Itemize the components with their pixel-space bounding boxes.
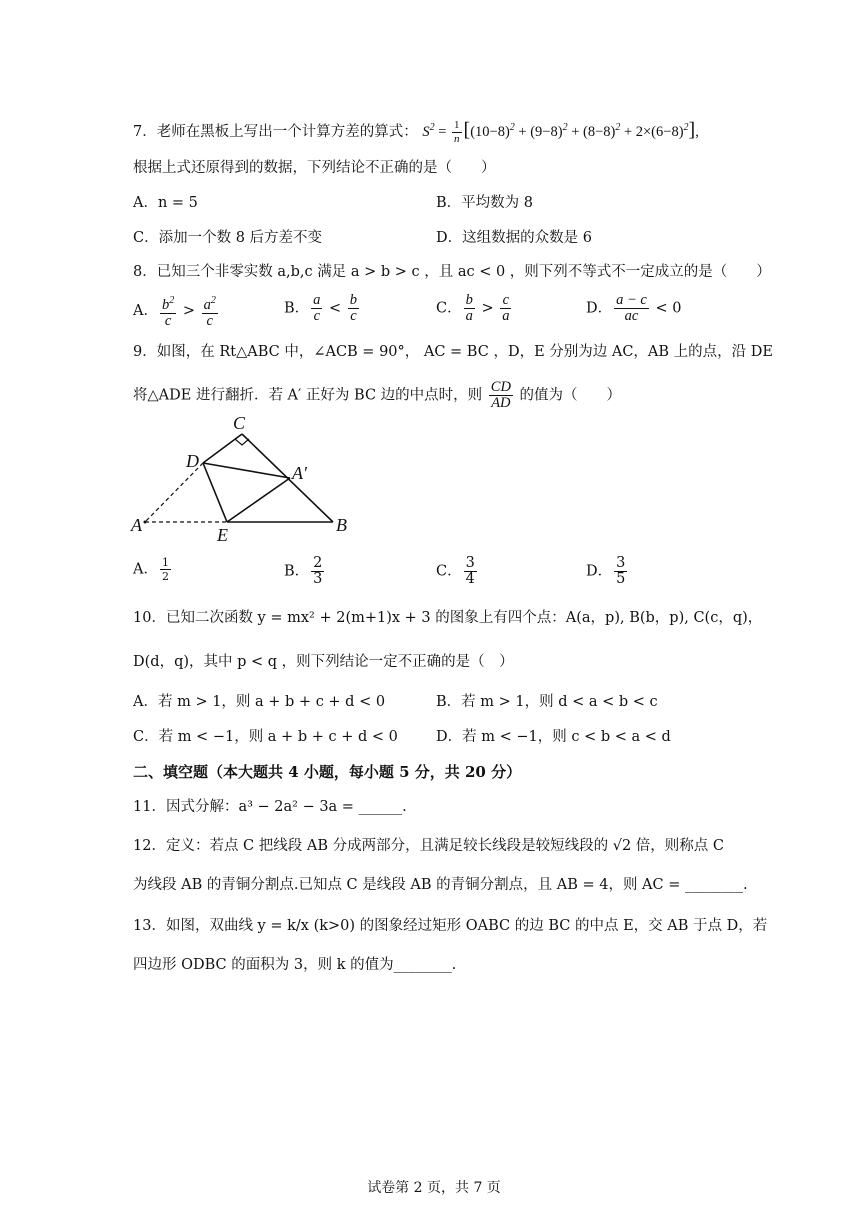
page-footer: 试卷第 2 页，共 7 页 [367,1180,501,1196]
q7-formula-render: $S^2$ = $\frac{1}{n}$ $[(10-8)^2 + (9-8)^2 + (8-8)^2 + 2\times(6-8)^2]$, [422,119,699,146]
q9-line2-text: 将△ADE 进行翻折．若 A′ 正好为 BC 边的中点时，则 [133,387,483,404]
q7-stem-text: 7．老师在黑板上写出一个计算方差的算式： [133,124,418,140]
q9-option-d: D． $\frac{3}{5}$ [586,555,626,587]
q10-option-a: A．若 m > 1，则 a + b + c + d < 0 [133,694,386,710]
q12-line1: 12．定义：若点 C 把线段 AB 分成两部分，且满足较长线段是较短线段的 √2 倍，则称点 C [133,838,724,854]
section-2-heading: 二、填空题（本大题共 4 小题，每小题 5 分，共 20 分） [133,763,522,781]
q8-option-a: A． $\frac{b^2}{c}$ > $\frac{a^2}{c}$ [133,295,216,329]
q9-label-e: E [217,525,228,545]
q7-option-b: B．平均数为 8 [436,195,533,211]
q11-stem: 11．因式分解：a³ − 2a² − 3a = ______. [133,799,407,815]
q7-option-a: A．n = 5 [133,195,198,211]
q9-line2 [133,380,621,411]
q10-option-d: D．若 m < −1，则 c < b < a < d [436,729,671,745]
q8-option-d: D． $\frac{a - c}{ac}$ < 0 [586,292,682,324]
q9-line2-suffix: 的值为（ ） [519,387,622,404]
q8-option-b: B． $\frac{a}{c}$ < $\frac{b}{c}$ [284,292,358,324]
q10-line1: 10．已知二次函数 y = mx² + 2(m+1)x + 3 的图象上有四个点：A(a，p), B(b，p), C(c，q)， [133,610,763,626]
q7-line2: 根据上式还原得到的数据，下列结论不正确的是（ ） [133,160,496,176]
q13-line1: 13．如图，双曲线 y = k/x (k>0) 的图象经过矩形 OABC 的边 BC 的中点 E，交 AB 于点 D，若 [133,918,768,934]
q9-line1: 9．如图，在 Rt△ABC 中，∠ACB = 90°， AC = BC ，D，E 分别为边 AC，AB 上的点，沿 DE [133,344,773,360]
q9-option-a: A． $\frac{1}{2}$ [133,556,169,583]
q9-label-b: B [336,515,347,535]
q13-line2: 四边形 ODBC 的面积为 3，则 k 的值为________. [133,957,457,973]
q8-stem: 8．已知三个非零实数 a,b,c 满足 a > b > c ，且 ac < 0 ，则下列不等式不一定成立的是（ ） [133,264,771,280]
q7-option-c: C．添加一个数 8 后方差不变 [133,230,323,246]
q10-option-c: C．若 m < −1，则 a + b + c + d < 0 [133,729,398,745]
q10-line2: D(d，q)，其中 p < q ，则下列结论一定不正确的是（ ） [133,654,514,670]
q9-label-a-prime: A′ [292,463,307,483]
q9-option-c: C． $\frac{3}{4}$ [436,555,475,587]
q9-label-d: D [186,451,199,471]
q7-stem [133,118,699,146]
q9-triangle-figure [125,412,365,547]
q9-ratio: $\frac{CD}{AD}$ [490,379,511,411]
q10-option-b: B．若 m > 1，则 d < a < b < c [436,694,658,710]
q8-option-c: C． $\frac{b}{a}$ > $\frac{c}{a}$ [436,292,510,324]
q12-line2: 为线段 AB 的青铜分割点.已知点 C 是线段 AB 的青铜分割点，且 AB = 4，则 AC = ________. [133,877,748,893]
q9-label-c: C [233,413,246,433]
q7-option-d: D．这组数据的众数是 6 [436,230,592,246]
q9-option-b: B． $\frac{2}{3}$ [284,555,323,587]
q9-label-a: A [131,515,142,535]
